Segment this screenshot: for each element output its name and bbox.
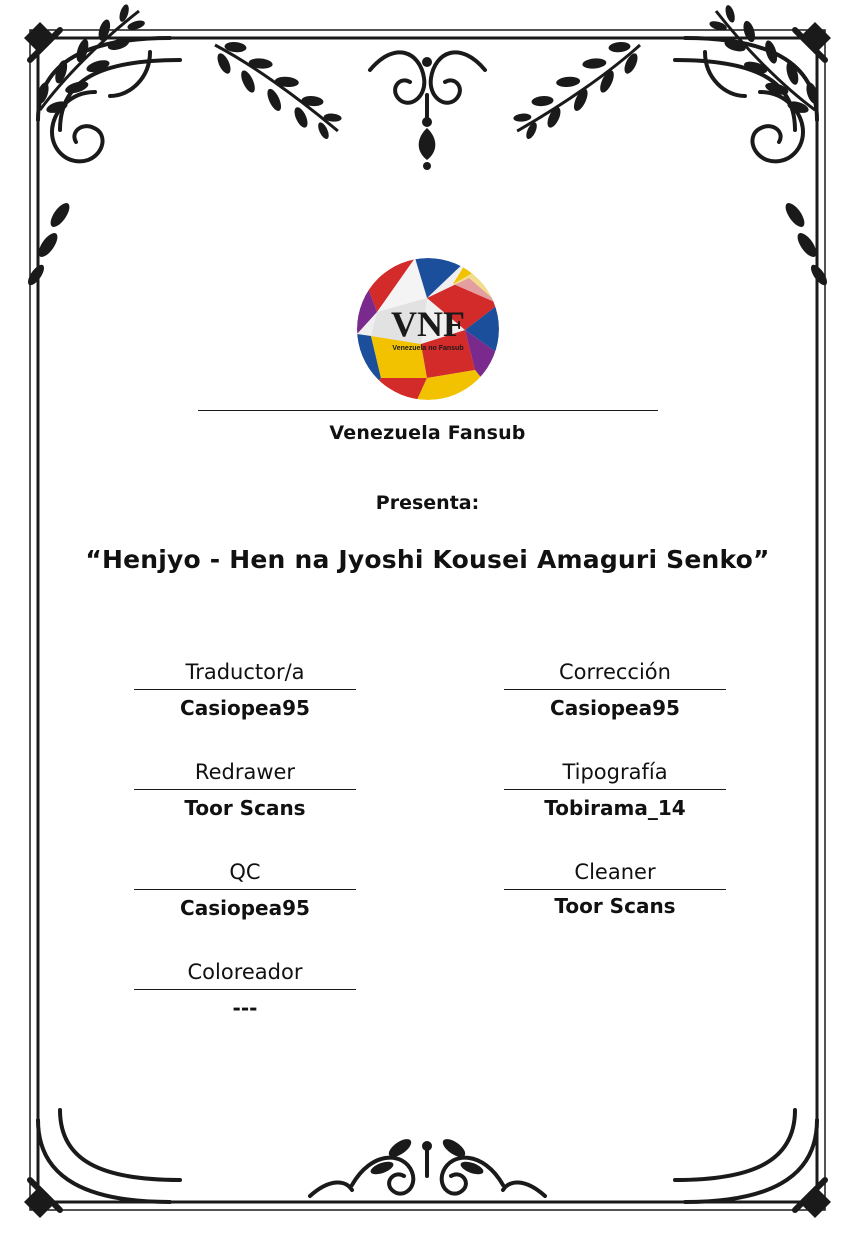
staff-divider: [134, 889, 356, 890]
staff-role-label: Corrección: [559, 660, 671, 684]
staff-entry-coloreador: [95, 960, 395, 1020]
staff-person-name: Casiopea95: [180, 896, 310, 920]
page-title: “Henjyo - Hen na Jyoshi Kousei Amaguri Senko”: [85, 545, 770, 574]
staff-role-label: Traductor/a: [185, 660, 305, 684]
vnf-circular-logo: [357, 258, 499, 400]
staff-role-label: Tipografía: [562, 760, 668, 784]
staff-role-label: QC: [229, 860, 261, 884]
logo-container: [0, 258, 855, 404]
staff-entry-tipografia: [465, 760, 765, 820]
divider-top: [198, 410, 658, 411]
staff-person-name: Toor Scans: [554, 894, 676, 918]
presenta-label: Presenta:: [375, 492, 480, 514]
staff-entry-traductor: [95, 660, 395, 720]
staff-entry-correccion: [465, 660, 765, 720]
staff-person-name: ---: [232, 996, 258, 1020]
staff-divider: [504, 689, 726, 690]
staff-role-label: Coloreador: [187, 960, 303, 984]
staff-person-name: Tobirama_14: [544, 796, 686, 820]
staff-person-name: Toor Scans: [184, 796, 306, 820]
fansub-header: [0, 410, 855, 444]
staff-entry-qc: [95, 860, 395, 920]
staff-credits: [95, 660, 765, 1060]
staff-person-name: Casiopea95: [180, 696, 310, 720]
staff-divider: [504, 889, 726, 890]
staff-divider: [134, 789, 356, 790]
staff-role-label: Redrawer: [194, 760, 296, 784]
staff-divider: [134, 989, 356, 990]
staff-role-label: Cleaner: [574, 860, 656, 884]
logo-initials: VNF: [390, 304, 465, 344]
staff-entry-cleaner: [465, 860, 765, 918]
staff-divider: [134, 689, 356, 690]
staff-column-left: [95, 660, 395, 1060]
staff-entry-redrawer: [95, 760, 395, 820]
fansub-name: Venezuela Fansub: [329, 422, 526, 444]
logo-subtext: Venezuela no Fansub: [391, 345, 464, 352]
staff-person-name: Casiopea95: [550, 696, 680, 720]
staff-column-right: [465, 660, 765, 1060]
staff-divider: [504, 789, 726, 790]
